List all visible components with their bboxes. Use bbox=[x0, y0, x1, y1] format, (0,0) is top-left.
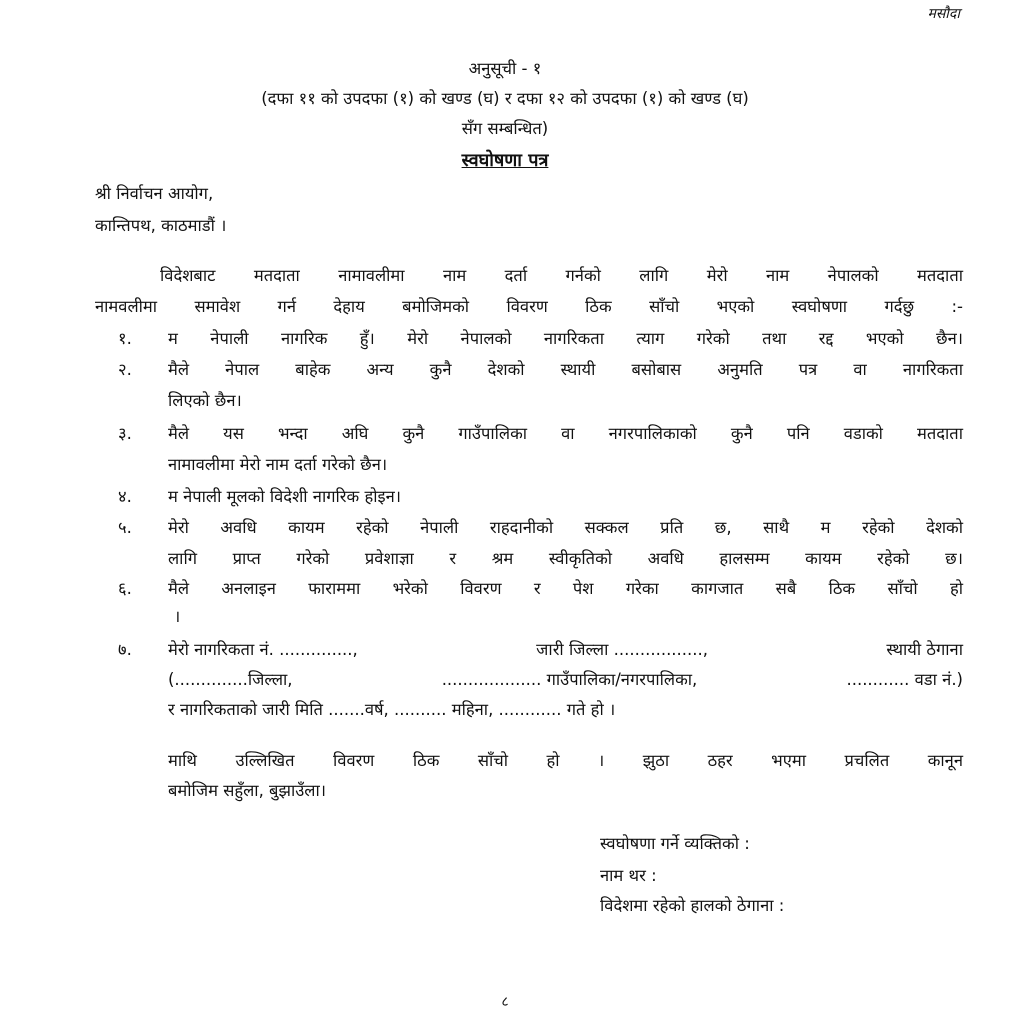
closing-line-2: बमोजिम सहुँला, बुझाउँला। bbox=[168, 781, 326, 800]
district-blank: (..............जिल्ला, bbox=[168, 670, 293, 689]
reference-line-2: सँग सम्बन्धित) bbox=[461, 119, 549, 138]
document-title: स्वघोषणा पत्र bbox=[461, 150, 549, 171]
schedule-heading: अनुसूची - १ bbox=[468, 59, 542, 78]
item-number: १. bbox=[118, 329, 132, 348]
name-label: नाम थर : bbox=[600, 866, 657, 885]
draft-label: मसौदा bbox=[927, 6, 960, 22]
reference-line-1: (दफा ११ को उपदफा (१) को खण्ड (घ) र दफा १२ को उपदफा (१) को खण्ड (घ) bbox=[261, 89, 749, 108]
item-text: मेरो अवधि कायम रहेको नेपाली राहदानीको सक्कल प्रति छ, साथै म रहेको देशको bbox=[168, 518, 963, 537]
item-number: ३. bbox=[118, 424, 132, 443]
item-text-continued: लिएको छैन। bbox=[168, 391, 242, 410]
issue-date-line: र नागरिकताको जारी मिति .......वर्ष, .......... महिना, ............ गते हो । bbox=[168, 700, 616, 719]
citizenship-number-blank: मेरो नागरिकता नं. .............., bbox=[168, 640, 358, 659]
citizenship-details-row-1 bbox=[168, 637, 963, 660]
intro-line-1: विदेशबाट मतदाता नामावलीमा नाम दर्ता गर्नको लागि मेरो नाम नेपालको मतदाता bbox=[160, 266, 963, 285]
item-number: ६. bbox=[118, 579, 132, 598]
ward-number-blank: ............ वडा नं.) bbox=[846, 670, 963, 689]
item-text: म नेपाली मूलको विदेशी नागरिक होइन। bbox=[168, 487, 402, 506]
item-text: मैले यस भन्दा अघि कुनै गाउँपालिका वा नगरपालिकाको कुनै पनि वडाको मतदाता bbox=[168, 424, 963, 443]
closing-line-1: माथि उल्लिखित विवरण ठिक साँचो हो । झुठा ठहर भएमा प्रचलित कानून bbox=[168, 751, 963, 770]
declarant-label: स्वघोषणा गर्ने व्यक्तिको : bbox=[600, 834, 750, 853]
item-text-continued: नामावलीमा मेरो नाम दर्ता गरेको छैन। bbox=[168, 455, 388, 474]
municipality-blank: ................... गाउँपालिका/नगरपालिका, bbox=[441, 670, 698, 689]
item-text: म नेपाली नागरिक हुँ। मेरो नेपालको नागरिकता त्याग गरेको तथा रद्द भएको छैन। bbox=[168, 329, 963, 348]
issue-district-blank: जारी जिल्ला ................., bbox=[536, 640, 709, 659]
citizenship-details-row-2 bbox=[168, 667, 963, 690]
item-number: २. bbox=[118, 360, 132, 379]
item-text-continued: । bbox=[174, 607, 181, 626]
item-text-continued: लागि प्राप्त गरेको प्रवेशाज्ञा र श्रम स्वीकृतिको अवधि हालसम्म कायम रहेको छ। bbox=[168, 549, 963, 568]
item-text: मैले नेपाल बाहेक अन्य कुनै देशको स्थायी बसोबास अनुमति पत्र वा नागरिकता bbox=[168, 360, 963, 379]
addressee-line-2: कान्तिपथ, काठमाडौं । bbox=[95, 216, 227, 235]
page-number: ८ bbox=[501, 994, 509, 1010]
foreign-address-label: विदेशमा रहेको हालको ठेगाना : bbox=[600, 896, 785, 915]
intro-line-2: नामवलीमा समावेश गर्न देहाय बमोजिमको विवरण ठिक साँचो भएको स्वघोषणा गर्दछु :- bbox=[95, 297, 963, 316]
addressee-line-1: श्री निर्वाचन आयोग, bbox=[95, 184, 214, 203]
permanent-address-label: स्थायी ठेगाना bbox=[886, 640, 963, 659]
item-number: ७. bbox=[118, 640, 132, 659]
item-number: ५. bbox=[118, 518, 132, 537]
item-text: मैले अनलाइन फाराममा भरेको विवरण र पेश गरेका कागजात सबै ठिक साँचो हो bbox=[168, 579, 963, 598]
item-number: ४. bbox=[118, 487, 132, 506]
